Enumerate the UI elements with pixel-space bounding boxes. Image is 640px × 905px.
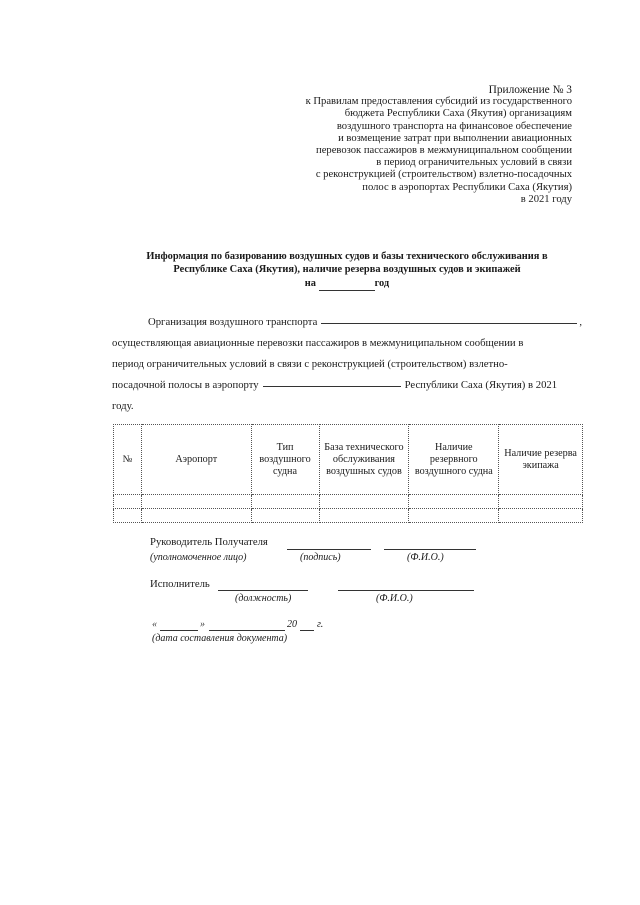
appendix-line: бюджета Республики Саха (Якутия) организациям	[344, 108, 572, 120]
sign-caption: (подпись)	[300, 552, 341, 563]
table-cell[interactable]	[409, 509, 499, 523]
header-airport: Аэропорт	[141, 425, 251, 495]
table-cell[interactable]	[251, 495, 319, 509]
year-blank[interactable]	[319, 277, 375, 291]
appendix-line: перевозок пассажиров в межмуниципальном сообщении	[316, 145, 572, 157]
position-blank[interactable]	[218, 590, 308, 591]
paragraph-line-2: осуществляющая авиационные перевозки пассажиров в межмуниципальном сообщении в	[112, 337, 524, 349]
date-caption: (дата составления документа)	[152, 633, 288, 644]
appendix-line: и возмещение затрат при выполнении авиационных	[338, 132, 572, 144]
appendix-block	[242, 84, 572, 206]
document-title	[112, 250, 582, 291]
year-blank-2[interactable]	[300, 630, 314, 631]
table-cell[interactable]	[409, 495, 499, 509]
airport-blank[interactable]	[263, 375, 401, 387]
head-sub-label: (уполномоченное лицо)	[150, 552, 247, 563]
table-cell[interactable]	[499, 509, 583, 523]
fio-blank[interactable]	[384, 549, 476, 550]
executor-label: Исполнитель	[150, 578, 210, 590]
table-row	[114, 509, 583, 523]
table-cell[interactable]	[141, 495, 251, 509]
organization-blank[interactable]	[321, 312, 577, 324]
appendix-line: в 2021 году	[520, 193, 572, 205]
table-row	[114, 495, 583, 509]
aircraft-table	[113, 424, 583, 523]
header-aircraft-type: Тип воздушного судна	[251, 425, 319, 495]
date-open-quote: «	[152, 619, 157, 630]
date-year: 20	[287, 619, 297, 630]
body-paragraph	[112, 312, 582, 417]
date-g: г.	[317, 619, 324, 630]
title-suffix: год	[374, 277, 390, 289]
table-cell[interactable]	[319, 495, 409, 509]
date-close-quote: »	[200, 619, 205, 630]
head-label: Руководитель Получателя	[150, 536, 268, 548]
fio-caption: (Ф.И.О.)	[407, 552, 444, 563]
signature-blank[interactable]	[287, 549, 371, 550]
fio-caption-2: (Ф.И.О.)	[376, 593, 413, 604]
table-cell[interactable]	[141, 509, 251, 523]
table-cell[interactable]	[319, 509, 409, 523]
title-line-3	[112, 277, 582, 291]
appendix-line: к Правилам предоставления субсидий из государственного	[305, 96, 572, 108]
appendix-line: полос в аэропортах Республики Саха (Якутия)	[362, 181, 572, 193]
title-prefix: на	[304, 277, 316, 289]
header-maintenance-base: База технического обслуживания воздушных судов	[319, 425, 409, 495]
org-label: Организация воздушного транспорта	[148, 316, 318, 328]
title-line-1: Информация по базированию воздушных судов и базы технического обслуживания в	[146, 251, 548, 262]
paragraph-line-1: Организация воздушного транспорта ,	[112, 312, 582, 333]
table-cell[interactable]	[114, 509, 142, 523]
appendix-line: с реконструкцией (строительством) взлетно-посадочных	[315, 169, 572, 181]
airport-suffix: Республики Саха (Якутия) в 2021	[404, 379, 558, 391]
table-cell[interactable]	[251, 509, 319, 523]
month-blank[interactable]	[209, 630, 285, 631]
appendix-line: в период ограничительных условий в связи	[376, 157, 572, 169]
paragraph-line-3: период ограничительных условий в связи с реконструкцией (строительством) взлетно-	[112, 358, 508, 370]
header-number: №	[114, 425, 142, 495]
paragraph-line-4	[112, 375, 582, 396]
position-caption: (должность)	[235, 593, 292, 604]
title-line-2: Республике Саха (Якутия), наличие резерва воздушных судов и экипажей	[173, 264, 521, 276]
appendix-line: воздушного транспорта на финансовое обеспечение	[336, 120, 572, 132]
airport-prefix: посадочной полосы в аэропорту	[112, 379, 259, 391]
table-header-row	[114, 425, 583, 495]
day-blank[interactable]	[160, 630, 198, 631]
appendix-title: Приложение № 3	[488, 84, 572, 96]
header-reserve-crew: Наличие резерва экипажа	[499, 425, 583, 495]
header-reserve-aircraft: Наличие резервного воздушного судна	[409, 425, 499, 495]
table-cell[interactable]	[114, 495, 142, 509]
table-cell[interactable]	[499, 495, 583, 509]
paragraph-line-5: году.	[112, 400, 134, 412]
fio-blank-2[interactable]	[338, 590, 474, 591]
